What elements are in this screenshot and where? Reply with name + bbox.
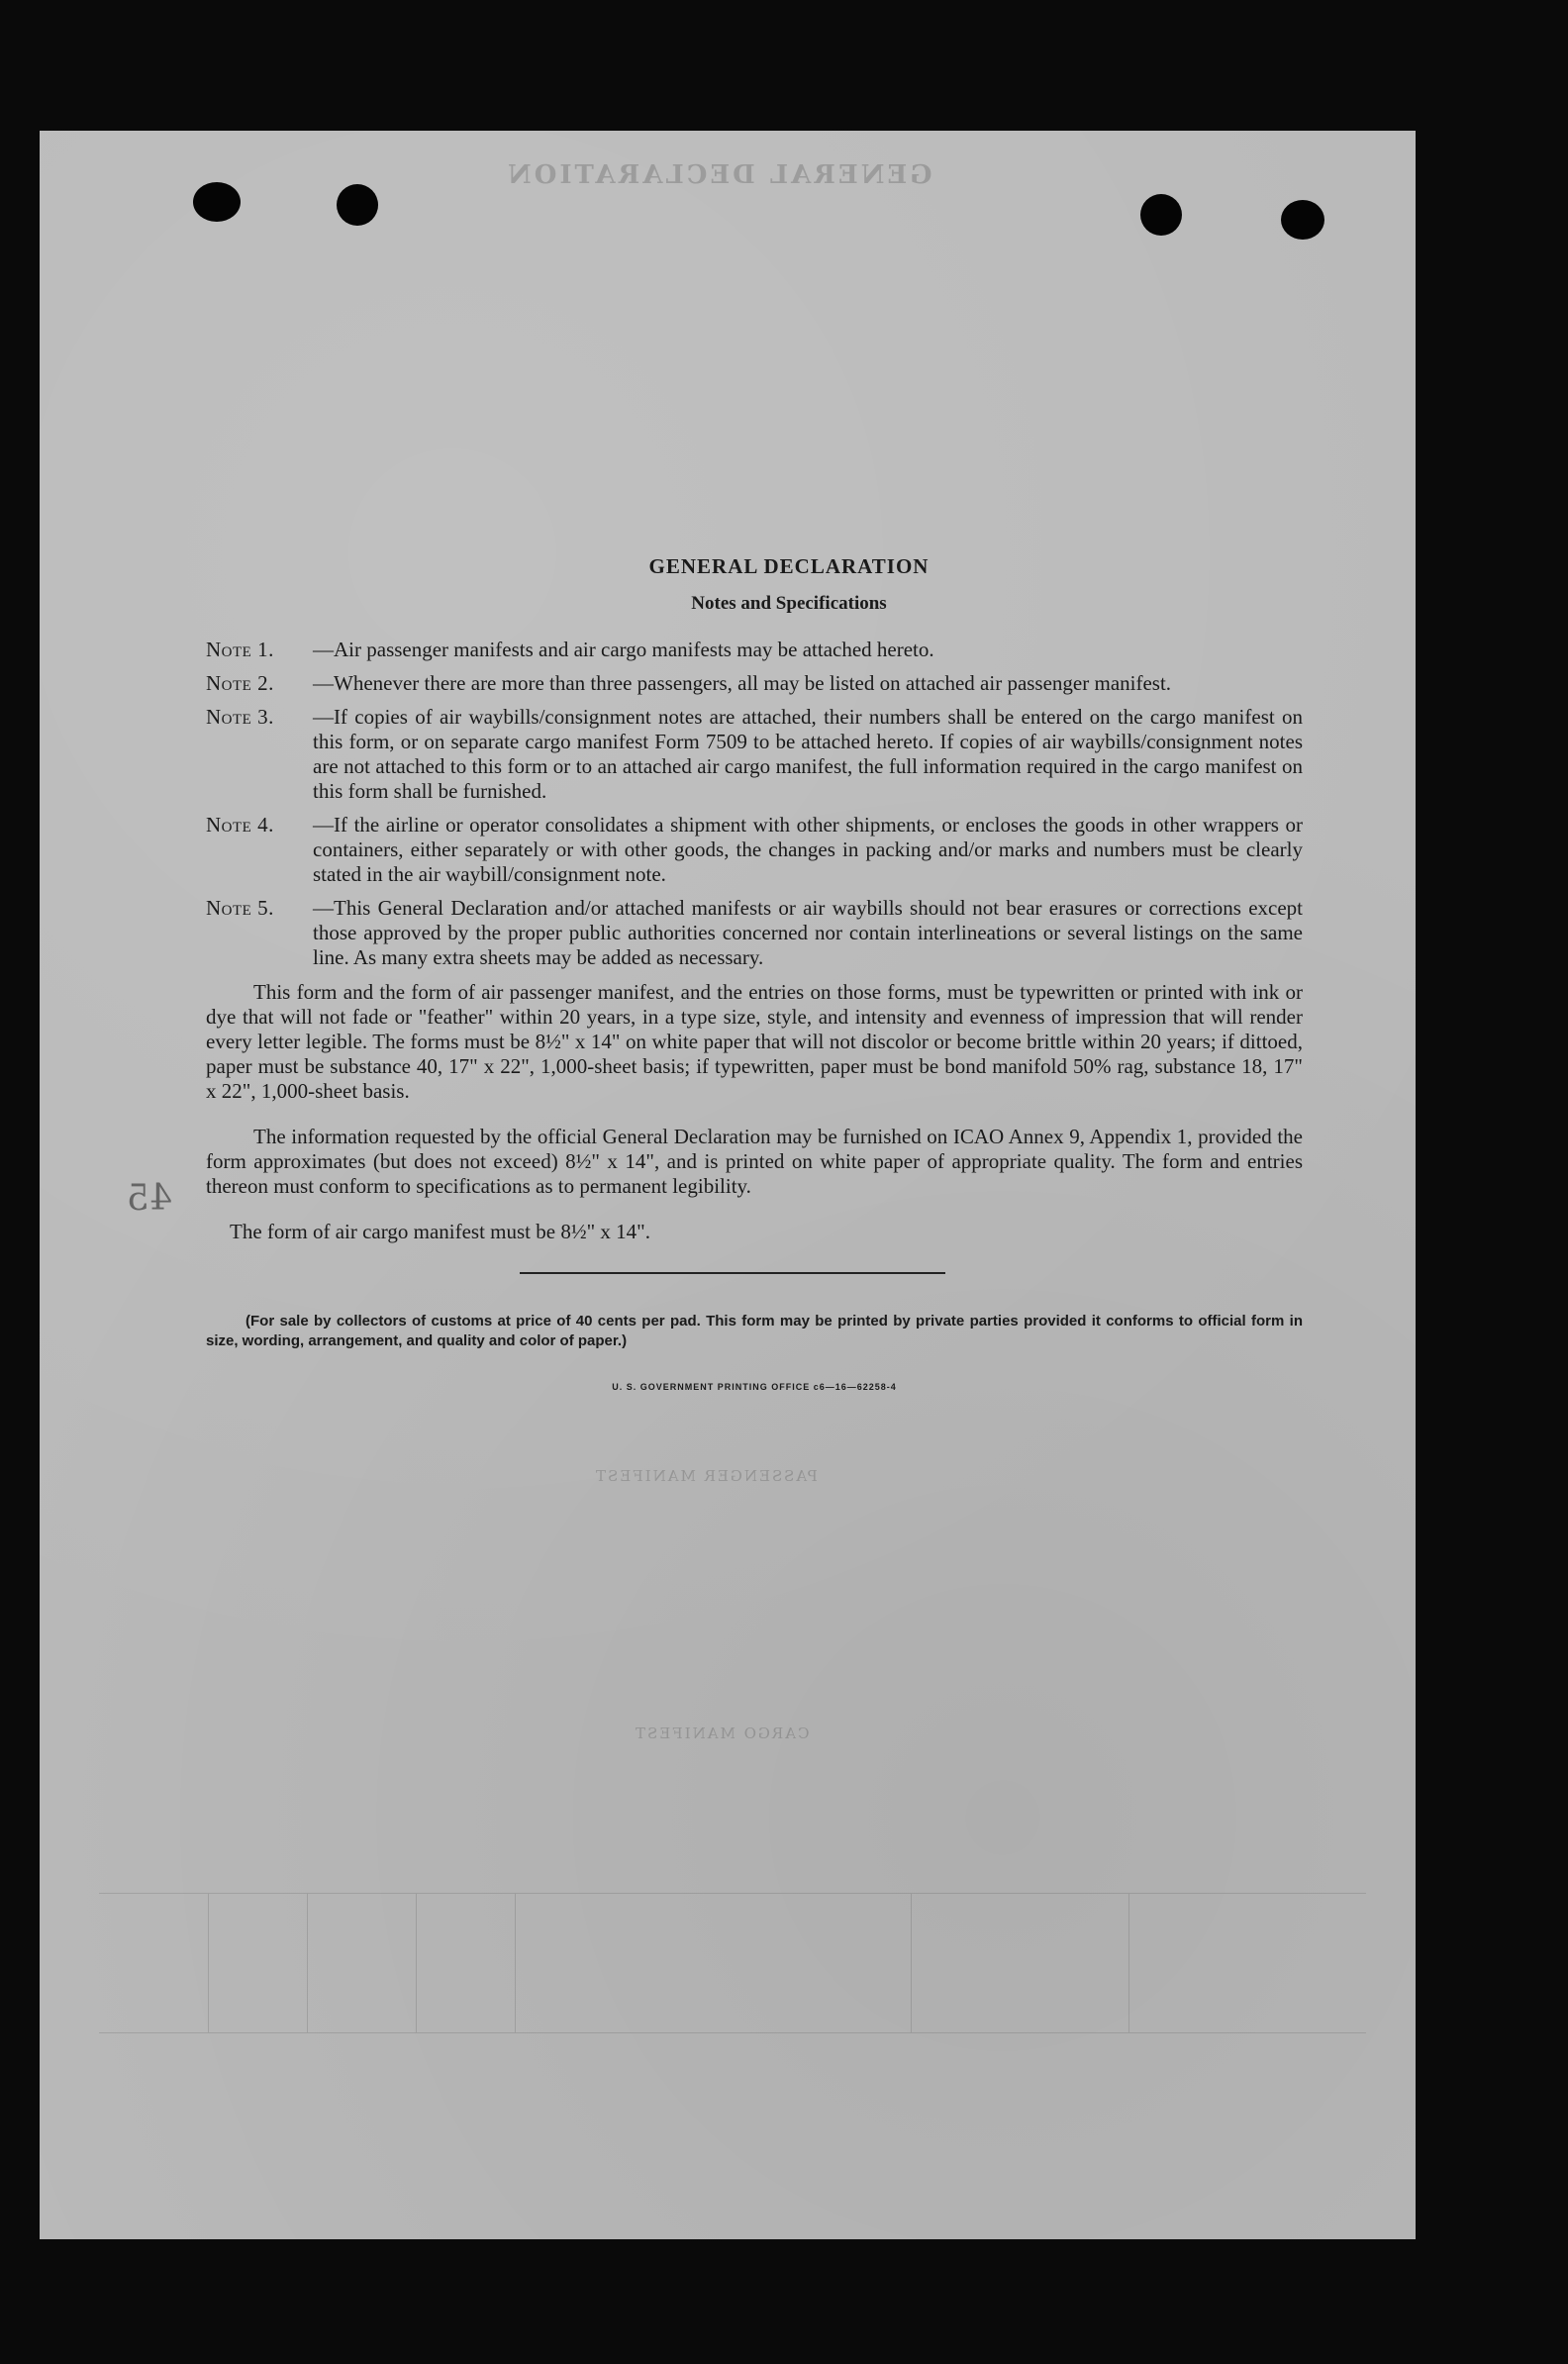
note-label: Note 2.	[206, 671, 274, 695]
punch-hole	[1281, 200, 1324, 240]
bleed-through-table	[99, 1893, 1366, 2033]
margin-number: 45	[127, 1178, 172, 1219]
note-item	[206, 896, 1303, 970]
specification-paragraph: The information requested by the official General Declaration may be furnished on ICAO Annex 9, Appendix 1, provided the form approximates (but does not exceed) 8½" x 14", and is printed on white paper of appropriate quality. The form and entries thereon must conform to specifications as to permanent legibility.	[206, 1125, 1303, 1198]
note-label: Note 3.	[206, 705, 274, 729]
bleed-through-passenger-manifest: PASSENGER MANIFEST	[594, 1467, 818, 1485]
punch-hole	[1140, 194, 1182, 236]
punch-hole	[193, 182, 241, 222]
document-content	[206, 554, 1303, 1400]
page-title: GENERAL DECLARATION	[648, 554, 930, 578]
document-sheet	[40, 131, 1416, 2239]
sale-footnote: (For sale by collectors of customs at price of 40 cents per pad. This form may be printed by private parties provided it conforms to official form in size, wording, arrangement, and quality and color of paper.)	[206, 1313, 1303, 1349]
specification-paragraph: This form and the form of air passenger manifest, and the entries on those forms, must be typewritten or printed with ink or dye that will not fade or "feather" within 20 years, in a type size, style, and intensity and evenness of impression that will render every letter legible. The forms must be 8½" x 14" on white paper that will not discolor or become brittle within 20 years; if dittoed, paper must be substance 40, 17" x 22", 1,000-sheet basis; if typewritten, paper must be bond manifold 50% rag, substance 18, 17" x 22", 1,000-sheet basis.	[206, 980, 1303, 1103]
printer-imprint: U. S. GOVERNMENT PRINTING OFFICE c6—16—62258-4	[612, 1382, 897, 1392]
punch-hole	[337, 184, 378, 226]
cargo-manifest-size-line: The form of air cargo manifest must be 8½" x 14".	[230, 1220, 650, 1243]
bleed-through-cargo-manifest: CARGO MANIFEST	[634, 1724, 810, 1742]
note-text: —Whenever there are more than three passengers, all may be listed on attached air passenger manifest.	[313, 671, 1172, 695]
notes-list	[206, 638, 1303, 970]
note-text: —If the airline or operator consolidates a shipment with other shipments, or encloses the goods in other wrappers or containers, either separately or with other goods, the changes in packing and/or marks and numbers must be clearly stated in the air waybill/consignment note.	[313, 813, 1303, 886]
note-label: Note 5.	[206, 896, 274, 920]
note-item	[206, 671, 1303, 696]
page-subtitle: Notes and Specifications	[691, 593, 887, 614]
bleed-through-heading: GENERAL DECLARATION	[505, 160, 932, 190]
note-item	[206, 705, 1303, 804]
note-text: —If copies of air waybills/consignment notes are attached, their numbers shall be entered on the cargo manifest on this form, or on separate cargo manifest Form 7509 to be attached hereto. If copies of air waybills/consignment notes are not attached to this form or to an attached air cargo manifest, the full information required in the cargo manifest on this form shall be furnished.	[313, 705, 1303, 803]
note-label: Note 1.	[206, 638, 274, 661]
note-text: —This General Declaration and/or attached manifests or air waybills should not bear erasures or corrections except those approved by the proper public authorities concerned nor contain interlineations or several listings on the same line. As many extra sheets may be added as necessary.	[313, 896, 1303, 969]
note-item	[206, 813, 1303, 887]
divider-rule	[520, 1272, 945, 1274]
note-item	[206, 638, 1303, 662]
note-text: —Air passenger manifests and air cargo manifests may be attached hereto.	[313, 638, 934, 661]
note-label: Note 4.	[206, 813, 274, 837]
